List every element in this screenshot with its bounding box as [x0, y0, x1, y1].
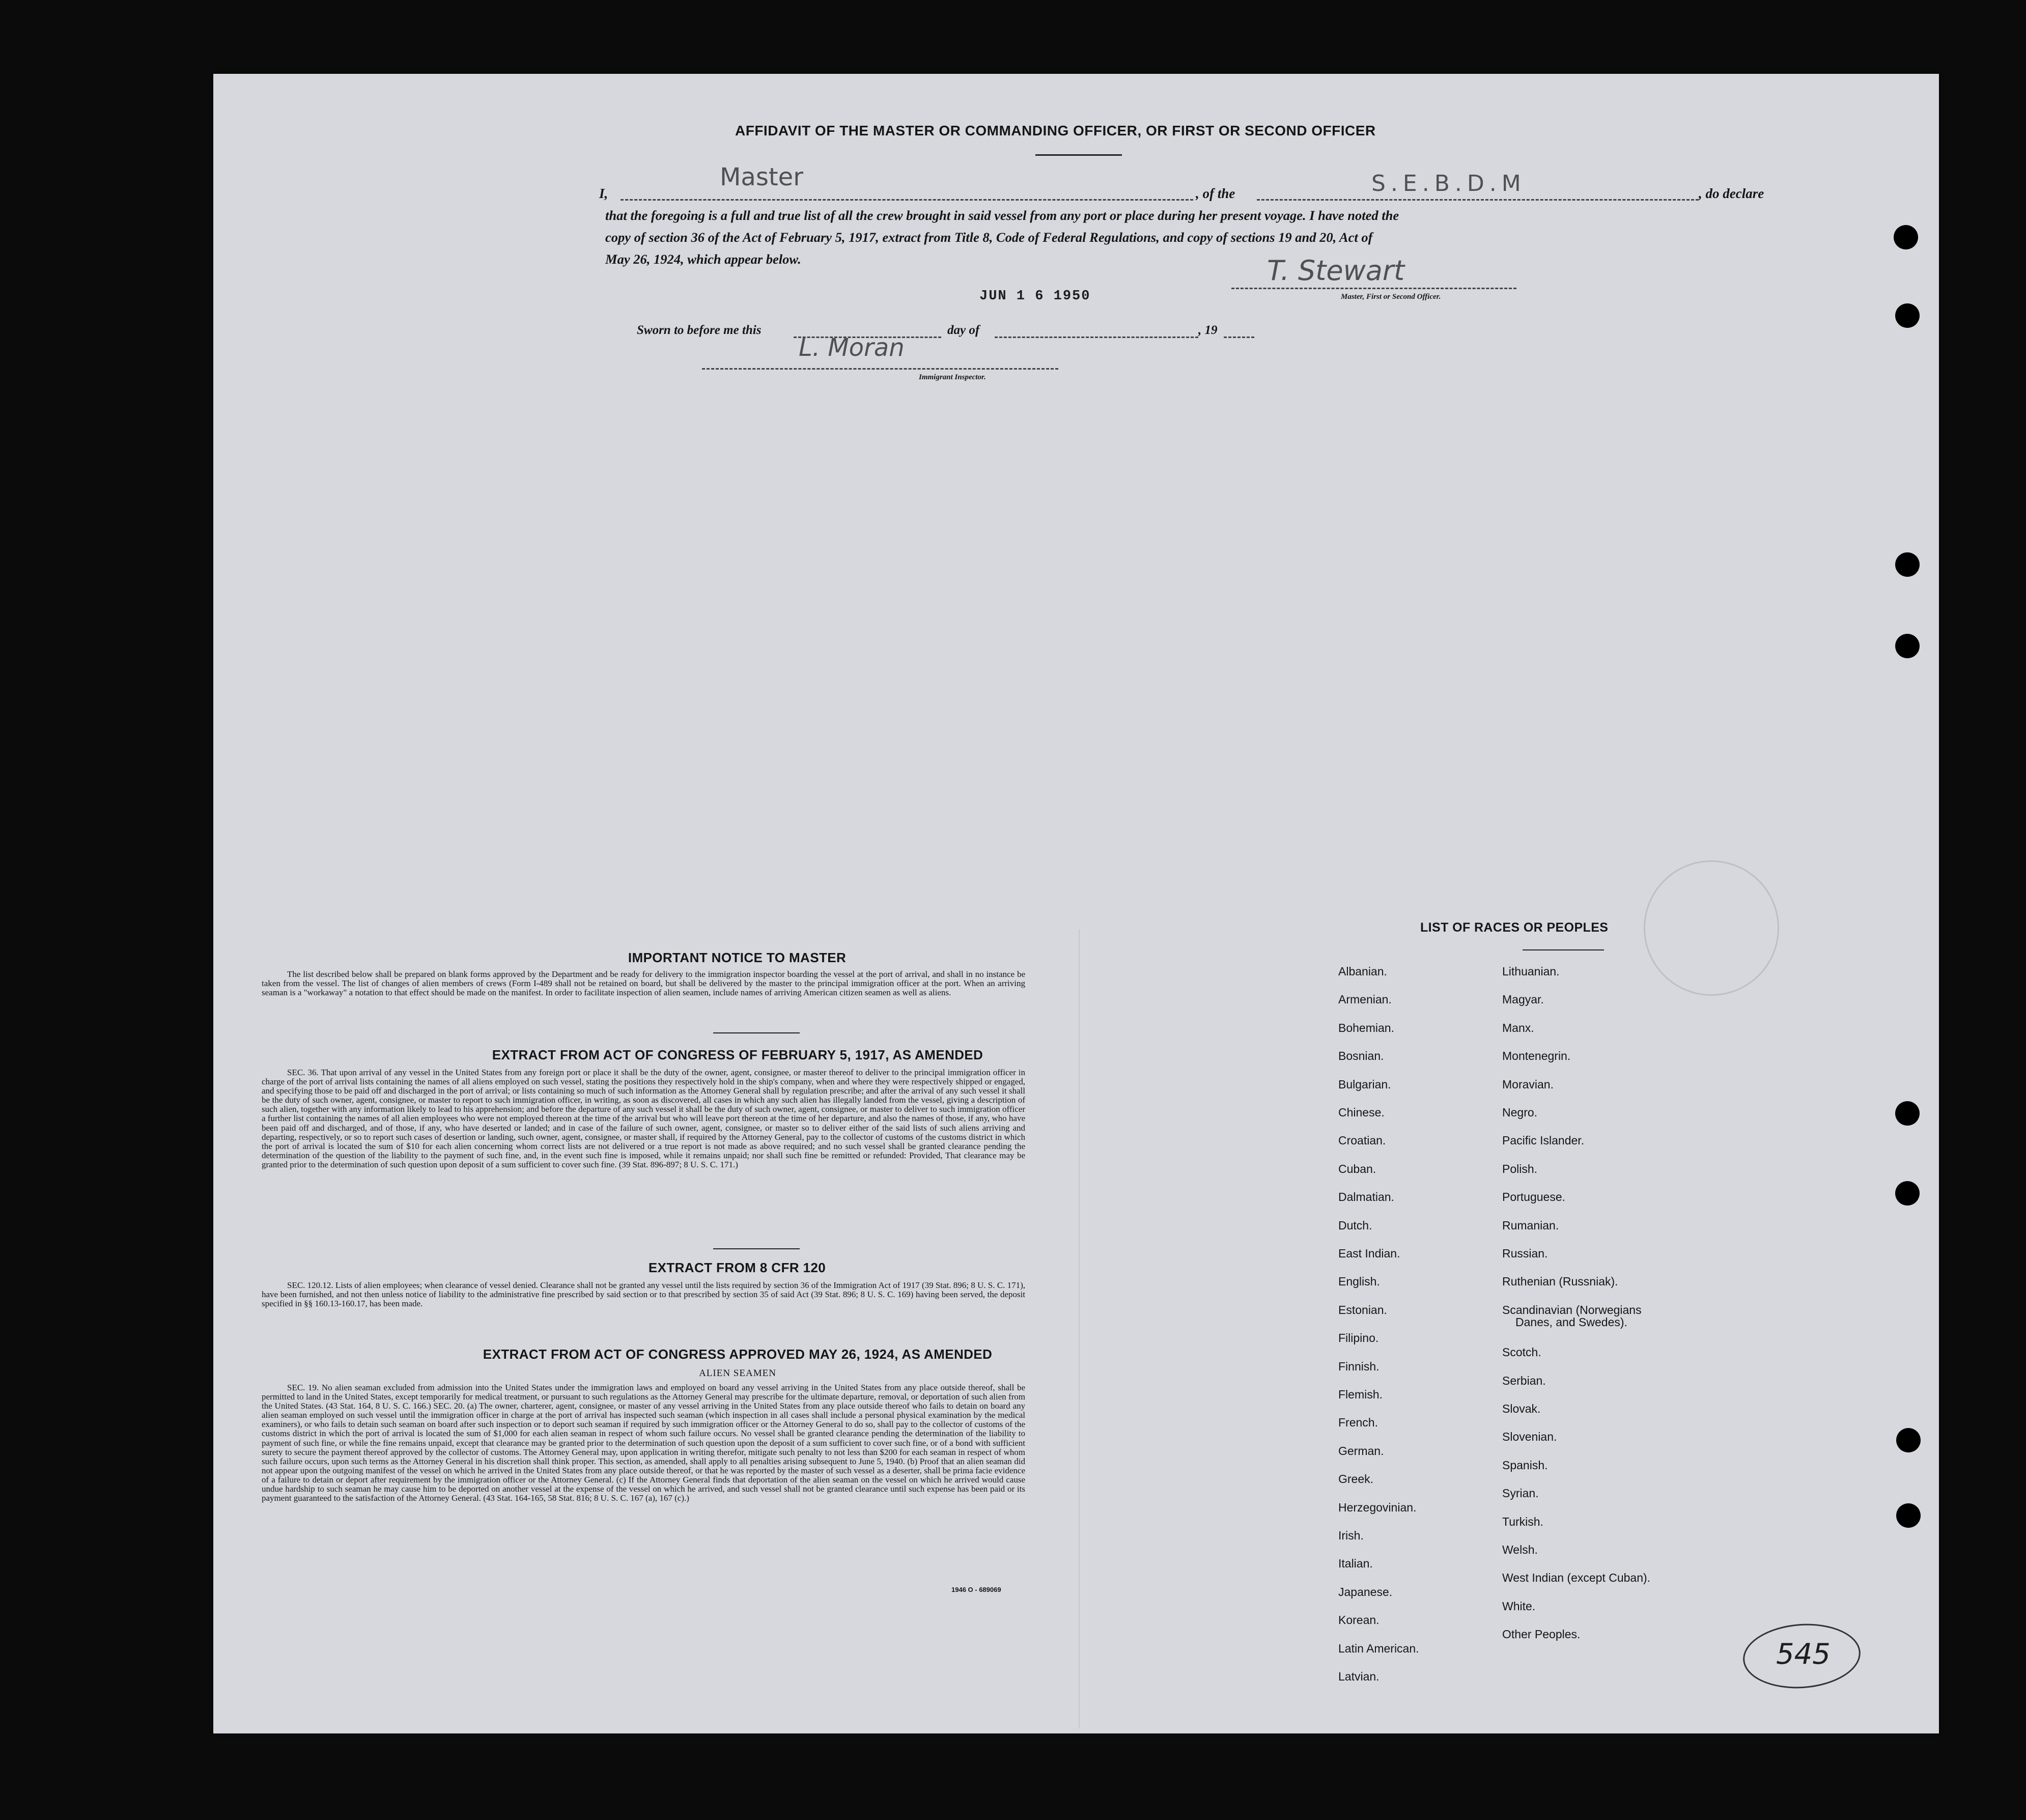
handwritten-page-number: 545	[1776, 1638, 1831, 1671]
race-item: Japanese.	[1338, 1585, 1393, 1599]
document-page	[213, 74, 1939, 1733]
race-item: Lithuanian.	[1502, 965, 1560, 978]
print-code: 1946 O - 689069	[951, 1586, 1001, 1593]
race-item: Serbian.	[1502, 1374, 1546, 1387]
race-item: Ruthenian (Russniak).	[1502, 1275, 1618, 1289]
i-prefix: I,	[599, 186, 608, 201]
race-item: Croatian.	[1338, 1134, 1386, 1147]
race-item: Rumanian.	[1502, 1218, 1559, 1232]
race-item: Russian.	[1502, 1247, 1548, 1260]
name-line	[621, 199, 1193, 201]
race-item: Pacific Islander.	[1502, 1134, 1585, 1147]
race-item: Slovak.	[1502, 1402, 1541, 1415]
separator-rule	[713, 1032, 800, 1033]
handwritten-name: Master	[720, 163, 803, 191]
sworn-year-line	[1224, 337, 1254, 338]
master-signature: T. Stewart	[1267, 255, 1405, 287]
extract-cfr-text: SEC. 120.12. Lists of alien employees; when clearance of vessel denied. Clearance shall not be granted any vessel until the lists required by section 36 of the Immigration Act of 1917 (39 Stat. 896; 8 U. S. C. 171), have been furnished, and not then unless notice of liability to the administrative fine prescribed by said section or to that prescribed by section 35 of said Act (39 Stat. 896; 8 U. S. C. 169) having been served, the deposit specified in §§ 160.13-160.17, has been made.	[262, 1280, 1025, 1309]
race-item: Finnish.	[1338, 1359, 1380, 1373]
notice-title: IMPORTANT NOTICE TO MASTER	[628, 950, 847, 965]
day-of-label: day of	[947, 323, 980, 337]
affidavit-title: AFFIDAVIT OF THE MASTER OR COMMANDING OFFICER, OR FIRST OR SECOND OFFICER	[735, 123, 1376, 138]
race-item: Irish.	[1338, 1529, 1364, 1542]
race-item: Chinese.	[1338, 1106, 1385, 1119]
race-item: Dutch.	[1338, 1218, 1372, 1232]
race-item: Welsh.	[1502, 1543, 1538, 1556]
handwritten-vessel-name: S.E.B.D.M	[1371, 171, 1526, 197]
race-item: Portuguese.	[1502, 1190, 1566, 1204]
race-item: Latvian.	[1338, 1670, 1380, 1683]
separator-rule	[713, 1248, 800, 1249]
notice-text: The list described below shall be prepared on blank forms approved by the Department and be ready for delivery to the immigration inspector boarding the vessel at the port of arrival, and shall in no instance be taken from the vessel. The list of changes of alien members of crews (Form I-489 shall not be retained on board, but shall be delivered by the master to the principal immigration officer at the port. When an arriving seaman is a "workaway" a notation to that effect should be made on the manifest. In order to facilitate inspection of alien seamen, include names of arriving American citizen seamen as well as aliens.	[262, 969, 1025, 998]
of-the-label: , of the	[1196, 186, 1235, 201]
race-item: Albanian.	[1338, 965, 1387, 978]
race-item: Korean.	[1338, 1613, 1380, 1627]
extract-1917-text: SEC. 36. That upon arrival of any vessel in the United States from any foreign port or place it shall be the duty of the owner, agent, consignee, or master thereof to deliver to the principal immigration officer in charge of the port of arrival lists containing the names of all aliens employed on such vessel, stating the positions they respectively hold in the ship's company, when and where they were respectively shipped or engaged, and specifying those to be paid off and discharged in the port of arrival; or lists containing so much of such information as the Attorney General shall by regulation prescribe; and after the arrival of any such vessel it shall be the duty of such owner, agent, consignee, or master to report to such immigration officer, in writing, as soon as discovered, all cases in which any such alien has illegally landed from the vessel, giving a description of such alien, together with any information likely to lead to his apprehension; and before the departure of any such vessel it shall be the duty of such owner, agent, consignee, or master to deliver to such immigration officer a further list containing the names of all alien employees who were not employed thereon at the time of the arrival but who will leave port thereon at the time of her departure, and also the names of those, if any, who have been paid off and discharged, and of those, if any, who have deserted or landed; and in case of the failure of such owner, agent, consignee, or master so to deliver either of the said lists of such aliens arriving and departing, respectively, or so to report such cases of desertion or landing, such owner, agent, consignee, or master shall, if required by the Attorney General, pay to the collector of customs of the customs district in which the port of arrival is located the sum of $10 for each alien concerning whom correct lists are not delivered or a true report is not made as above required; and no such vessel shall be granted clearance pending the determination of the question of the liability to the payment of such fine, and, in the event such fine is imposed, while it remains unpaid; nor shall such fine be remitted or refunded: Provided, That clearance may be granted prior to the determination of such question upon deposit of a sum sufficient to cover such fine. (39 Stat. 896-897; 8 U. S. C. 171.)	[262, 1068, 1025, 1169]
sworn-month-line	[995, 337, 1198, 338]
race-item: Bulgarian.	[1338, 1077, 1391, 1091]
race-item: West Indian (except Cuban).	[1502, 1571, 1651, 1585]
alien-seamen-subtitle: ALIEN SEAMEN	[699, 1368, 776, 1379]
race-item: Herzegovinian.	[1338, 1500, 1417, 1514]
race-item: Italian.	[1338, 1557, 1373, 1571]
race-item: English.	[1338, 1275, 1380, 1289]
extract-1924-text: SEC. 19. No alien seaman excluded from admission into the United States under the immigration laws and employed on board any vessel arriving in the United States from any place outside thereof, shall be permitted to land in the United States, except temporarily for medical treatment, or pursuant to such regulations as the Attorney General may prescribe for the ultimate departure, removal, or deportation of such alien from the United States. (43 Stat. 164, 8 U. S. C. 166.) SEC. 20. (a) The owner, charterer, agent, consignee, or master of any vessel arriving in the United States from any place outside thereof who fails to detain on board any alien seaman employed on such vessel until the immigration officer in charge at the port of arrival has inspected such seaman (which inspection in all cases shall include a personal physical examination by the medical examiners), or who fails to detain such seaman on board after such inspection or to deport such seaman if required by such immigration officer or the Attorney General to do so, shall pay to the collector of customs of the customs district in which the port of arrival is located the sum of $1,000 for each alien seaman in respect of whom such failure occurs. No vessel shall be granted clearance pending the determination of the liability to payment of such fine, or while the fine remains unpaid, except that clearance may be granted prior to the determination of such question upon the deposit of a sum sufficient to cover such fine, or of a bond with sufficient surety to secure the payment thereof approved by the collector of customs. The Attorney General may, upon application in writing therefor, mitigate such penalty to not less than $200 for each seaman in respect of whom such failure occurs, upon such terms as the Attorney General in his discretion shall think proper. This section, as amended, shall apply to all penalties arising subsequent to June 5, 1940. (b) Proof that an alien seaman did not appear upon the outgoing manifest of the vessel on which he arrived in the United States from any place outside thereof, or that he was reported by the master of such vessel as a deserter, shall be prima facie evidence of a failure to detain or deport after requirement by the immigration officer or the Attorney General. (c) If the Attorney General finds that deportation of the alien seaman on the vessel on which he arrived would cause undue hardship to such seaman he may cause him to be deported on another vessel at the expense of the vessel on which he arrived, and such vessel shall not be granted clearance until such expense has been paid or its payment guaranteed to the satisfaction of the Attorney General. (43 Stat. 164-165, 58 Stat. 816; 8 U. S. C. 167 (a), 167 (c).)	[262, 1383, 1025, 1503]
master-caption: Master, First or Second Officer.	[1341, 293, 1441, 301]
punch-hole	[1896, 1503, 1921, 1528]
extract-1917-title: EXTRACT FROM ACT OF CONGRESS OF FEBRUARY 5, 1917, AS AMENDED	[492, 1047, 983, 1062]
inspector-caption: Immigrant Inspector.	[919, 373, 986, 381]
date-stamp: JUN 1 6 1950	[979, 289, 1091, 304]
inspector-signature-line	[702, 368, 1058, 370]
race-item: Polish.	[1502, 1162, 1538, 1175]
race-item: Negro.	[1502, 1106, 1538, 1119]
race-item: Spanish.	[1502, 1458, 1548, 1472]
race-item: Moravian.	[1502, 1077, 1554, 1091]
race-item: Slovenian.	[1502, 1430, 1557, 1444]
punch-hole	[1895, 1101, 1920, 1126]
faint-circular-stamp	[1644, 860, 1779, 996]
race-item: Manx.	[1502, 1021, 1534, 1034]
extract-cfr-title: EXTRACT FROM 8 CFR 120	[648, 1260, 826, 1275]
declaration-line-1: that the foregoing is a full and true list of all the crew brought in said vessel from any port or place during her present voyage. I have noted the	[605, 208, 1399, 223]
punch-hole	[1896, 1428, 1921, 1452]
punch-hole	[1894, 225, 1918, 249]
punch-hole	[1895, 303, 1920, 328]
year-label: , 19	[1198, 323, 1218, 337]
inspector-signature: L. Moran	[799, 333, 905, 362]
race-item: Danes, and Swedes).	[1515, 1315, 1627, 1329]
do-declare-label: , do declare	[1699, 186, 1764, 201]
declaration-line-2: copy of section 36 of the Act of February 5, 1917, extract from Title 8, Code of Federal Regulations, and copy of sections 19 and 20, Act of	[605, 230, 1373, 245]
race-item: Magyar.	[1502, 993, 1544, 1006]
race-item: East Indian.	[1338, 1247, 1400, 1260]
title-underline	[1035, 154, 1122, 156]
races-left-column	[1338, 74, 1501, 1733]
race-item: Scotch.	[1502, 1346, 1541, 1359]
race-item: Greek.	[1338, 1472, 1374, 1486]
race-item: Armenian.	[1338, 993, 1392, 1006]
race-item: Bosnian.	[1338, 1049, 1384, 1063]
race-item: Cuban.	[1338, 1162, 1376, 1175]
race-item: Latin American.	[1338, 1641, 1419, 1655]
race-item: Estonian.	[1338, 1303, 1387, 1317]
declaration-line-3: May 26, 1924, which appear below.	[605, 251, 801, 267]
races-title: LIST OF RACES OR PEOPLES	[1420, 920, 1609, 935]
race-item: Dalmatian.	[1338, 1190, 1394, 1204]
race-item: German.	[1338, 1444, 1384, 1458]
race-item: Bohemian.	[1338, 1021, 1394, 1034]
race-item: Scandinavian (Norwegians	[1502, 1303, 1642, 1317]
race-item: Turkish.	[1502, 1515, 1543, 1528]
punch-hole	[1895, 634, 1920, 658]
race-item: Flemish.	[1338, 1388, 1383, 1401]
race-item: Filipino.	[1338, 1331, 1379, 1345]
extract-1924-title: EXTRACT FROM ACT OF CONGRESS APPROVED MAY 26, 1924, AS AMENDED	[483, 1347, 993, 1362]
race-item: Montenegrin.	[1502, 1049, 1571, 1063]
punch-hole	[1895, 1181, 1920, 1206]
race-item: Syrian.	[1502, 1487, 1539, 1500]
race-item: French.	[1338, 1416, 1378, 1430]
punch-hole	[1895, 552, 1920, 577]
race-item: Other Peoples.	[1502, 1628, 1581, 1641]
sworn-label: Sworn to before me this	[637, 323, 762, 337]
race-item: White.	[1502, 1599, 1536, 1613]
